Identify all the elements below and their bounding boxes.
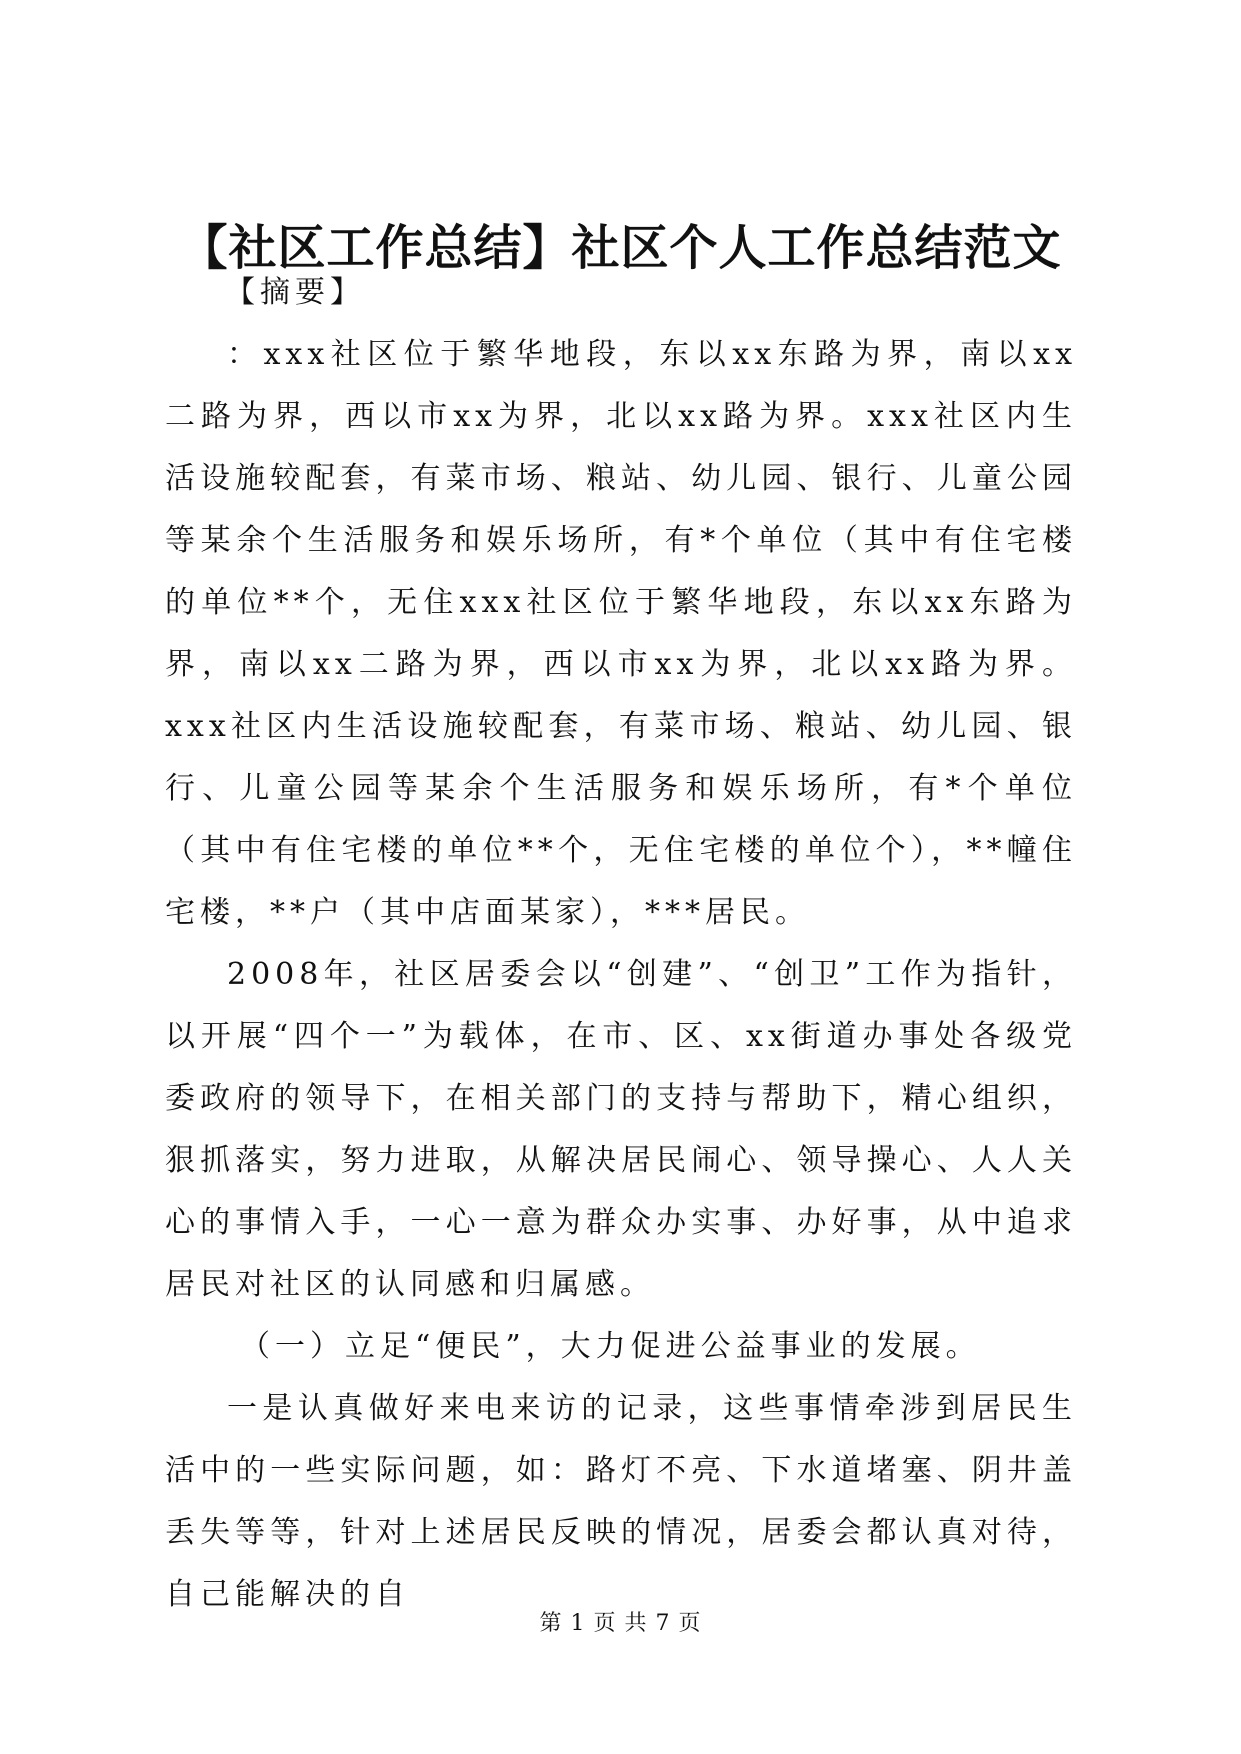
section-heading: （一）立足“便民”，大力促进公益事业的发展。 (240, 1329, 981, 1364)
document-body (165, 262, 1077, 1626)
page-footer: 第 1 页 共 7 页 (539, 1611, 702, 1636)
paragraph-2008: 2008年，社区居委会以“创建”、“创卫”工作为指针，以开展“四个一”为载体，在市、区、xx街道办事处各级党委政府的领导下，在相关部门的支持与帮助下，精心组织，狠抓落实，努力进取，从解决居民闹心、领导操心、人人关心的事情入手，一心一意为群众办实事、办好事，从中追求居民对社区的认同感和归属感。 (165, 957, 1077, 1302)
section-paragraph: 一是认真做好来电来访的记录，这些事情牵涉到居民生活中的一些实际问题，如：路灯不亮、下水道堵塞、阴井盖丢失等等，针对上述居民反映的情况，居委会都认真对待，自己能解决的自 (165, 1391, 1077, 1612)
summary-label: 【摘要】 (225, 275, 365, 310)
paragraph-intro: ：xxx社区位于繁华地段，东以xx东路为界，南以xx二路为界，西以市xx为界，北以xx路为界。xxx社区内生活设施较配套，有菜市场、粮站、幼儿园、银行、儿童公园等某余个生活服务和娱乐场所，有*个单位（其中有住宅楼的单位**个，无住xxx社区位于繁华地段，东以xx东路为界，南以xx二路为界，西以市xx为界，北以xx路为界。xxx社区内生活设施较配套，有菜市场、粮站、幼儿园、银行、儿童公园等某余个生活服务和娱乐场所，有*个单位（其中有住宅楼的单位**个，无住宅楼的单位个），**幢住宅楼，**户（其中店面某家），***居民。 (165, 337, 1077, 930)
document-title: 【社区工作总结】社区个人工作总结范文 (179, 220, 1062, 276)
